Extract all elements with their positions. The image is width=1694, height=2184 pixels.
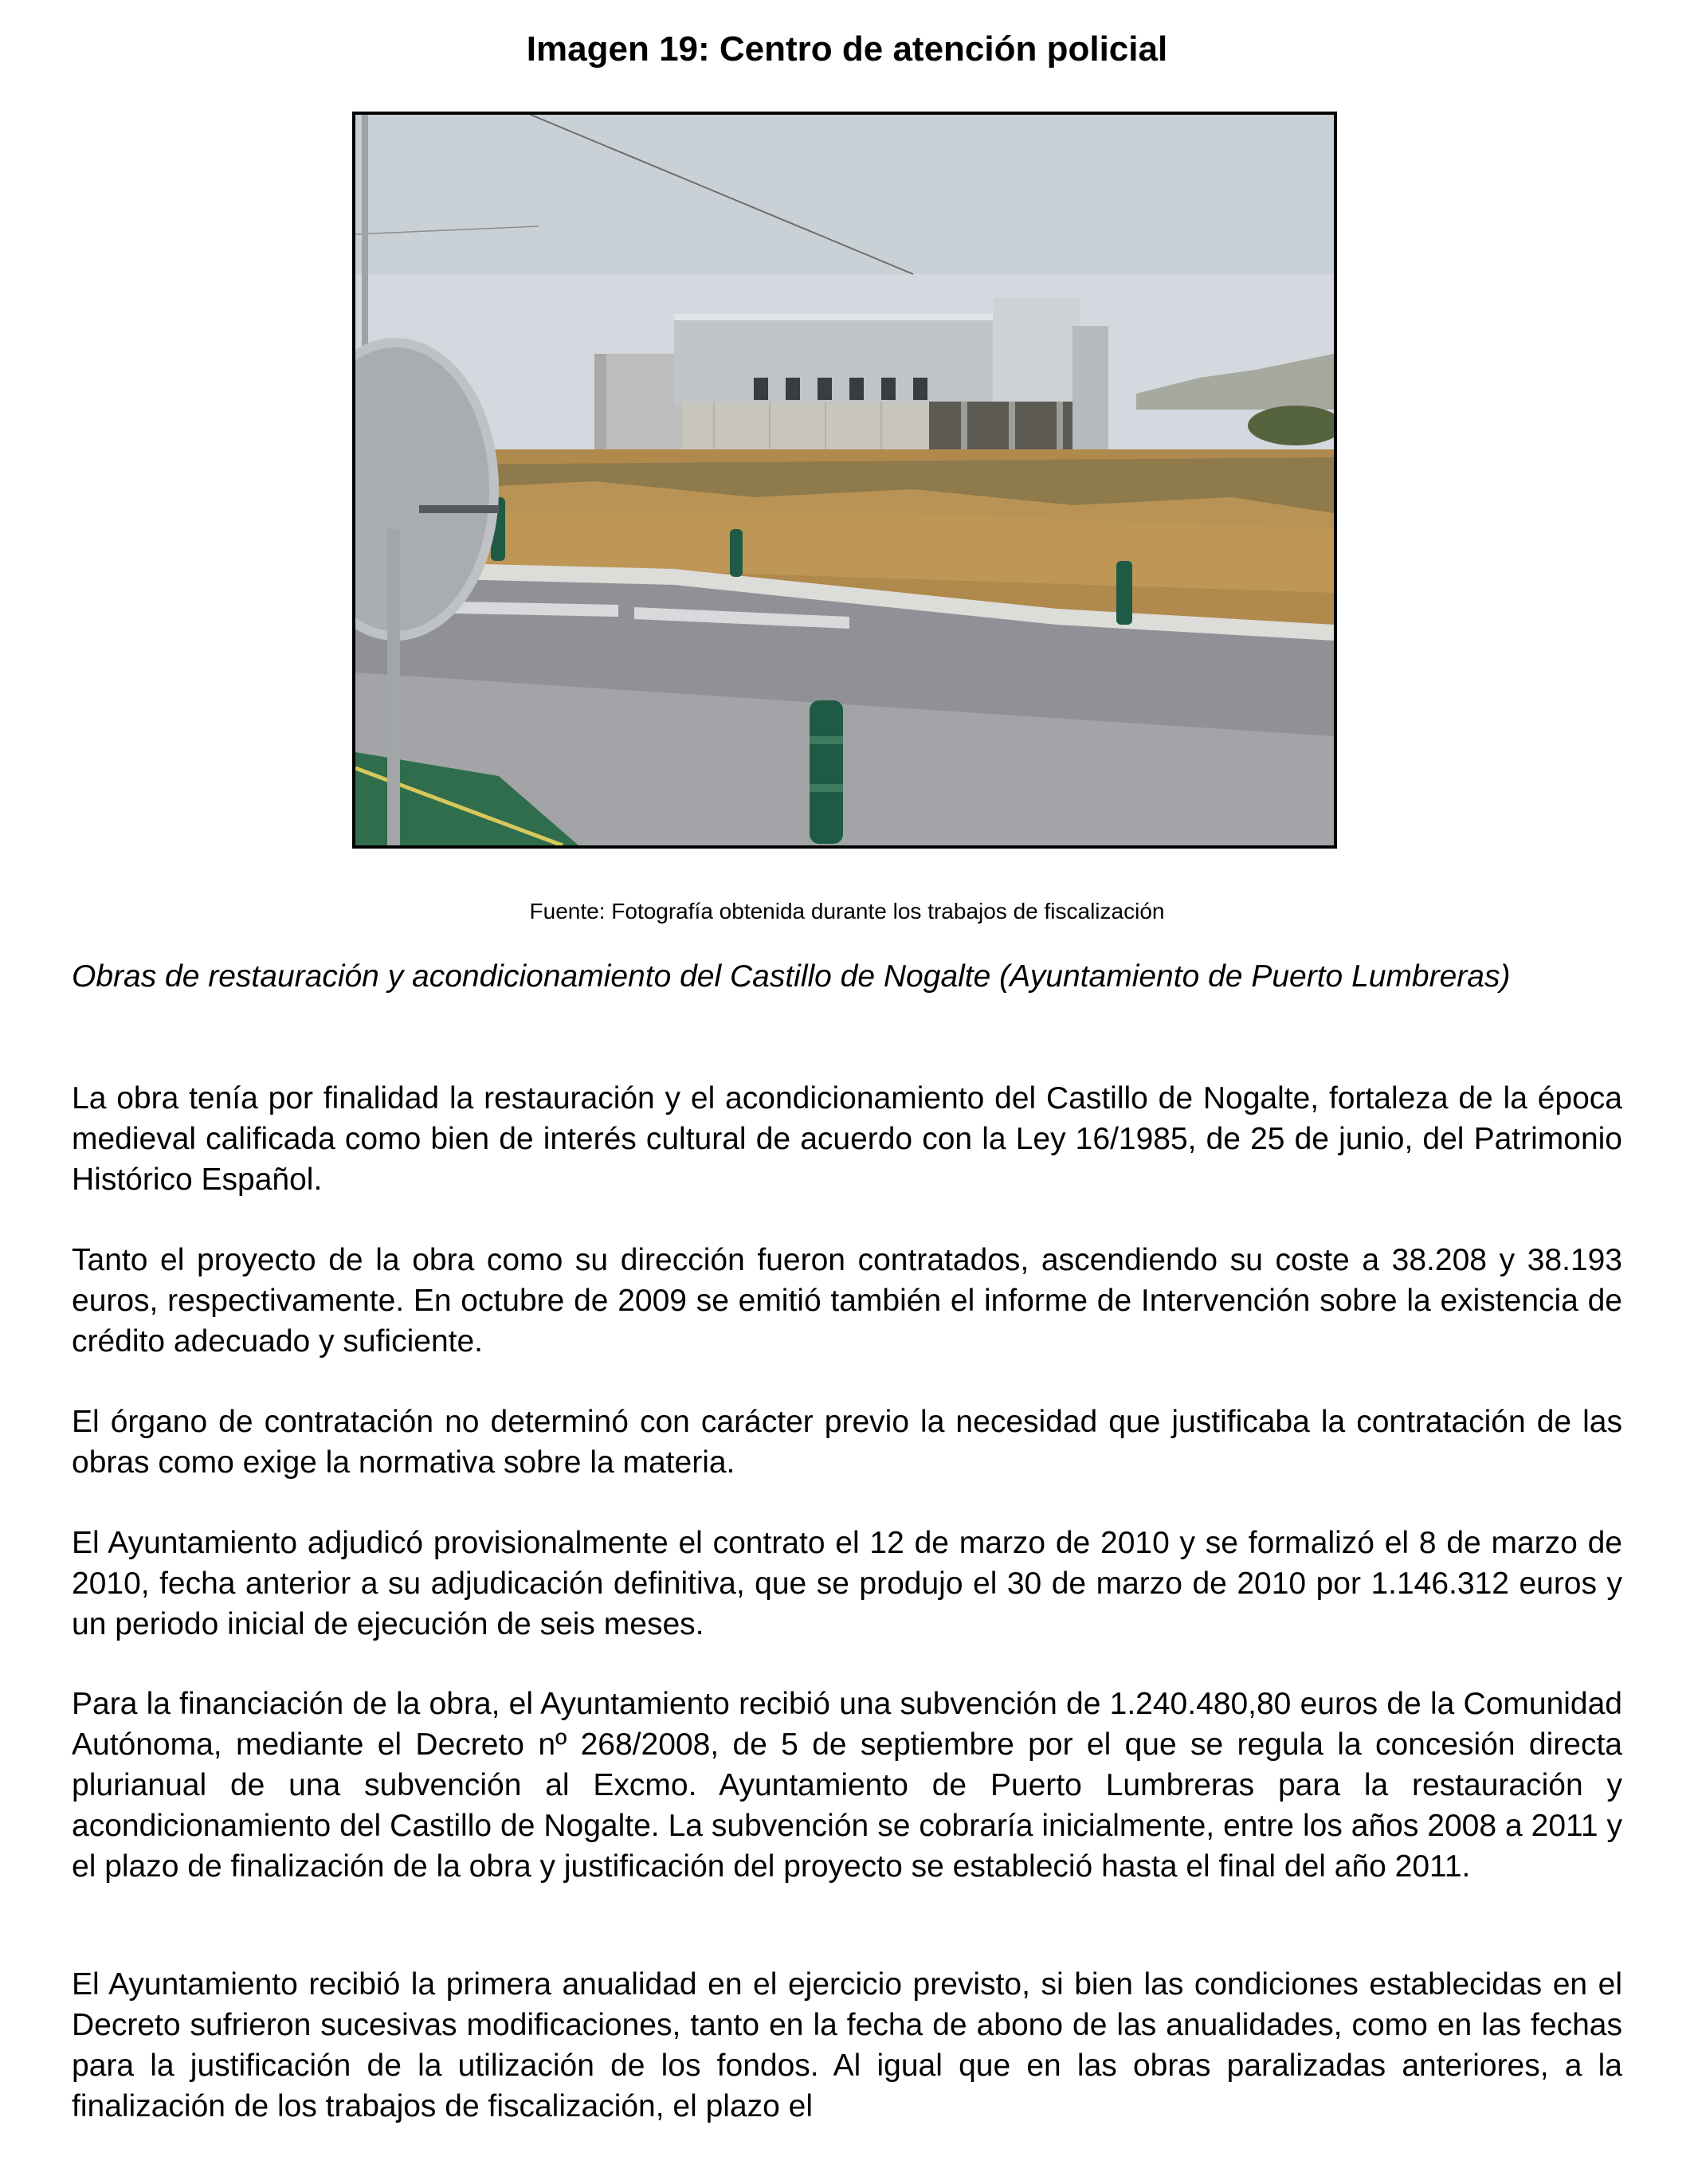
paragraph-4: El Ayuntamiento adjudicó provisionalmente el contrato el 12 de marzo de 2010 y se formalizó el 8 de marzo de 2010, fecha anterior a su adjudicación definitiva, que se produjo el 30 de marzo de 2010 por 1.146.312 euros y un periodo inicial de ejecución de seis meses. [72, 1526, 1622, 1641]
paragraph-3: El órgano de contratación no determinó con carácter previo la necesidad que justificaba la contratación de las obras como exige la normativa sobre la materia. [72, 1405, 1622, 1480]
paragraph-1: La obra tenía por finalidad la restauración y el acondicionamiento del Castillo de Nogalte, fortaleza de la época medieval calificada como bien de interés cultural de acuerdo con la Ley 16/1985, de 25 de junio, del Patrimonio Histórico Español. [72, 1081, 1622, 1197]
section-heading: Obras de restauración y acondicionamiento del Castillo de Nogalte (Ayuntamiento de Puerto Lumbreras) [72, 959, 1511, 994]
paragraph-5: Para la financiación de la obra, el Ayuntamiento recibió una subvención de 1.240.480,80 euros de la Comunidad Autónoma, mediante el Decreto nº 268/2008, de 5 de septiembre por el que se regula la concesión directa plurianual de una subvención al Excmo. Ayuntamiento de Puerto Lumbreras para la restauración y acondicionamiento del Castillo de Nogalte. La subvención se cobraría inicialmente, entre los años 2008 a 2011 y el plazo de finalización de la obra y justificación del proyecto se estableció hasta el final del año 2011. [72, 1687, 1622, 1884]
paragraph-2: Tanto el proyecto de la obra como su dirección fueron contratados, ascendiendo su coste a 38.208 y 38.193 euros, respectivamente. En octubre de 2009 se emitió también el informe de Intervención sobre la existencia de crédito adecuado y suficiente. [72, 1243, 1622, 1359]
photo-caption: Fuente: Fotografía obtenida durante los trabajos de fiscalización [529, 899, 1165, 923]
photo-police-center [352, 112, 1337, 849]
page-title: Imagen 19: Centro de atención policial [526, 29, 1168, 69]
paragraph-6: El Ayuntamiento recibió la primera anualidad en el ejercicio previsto, si bien las condiciones establecidas en el Decreto sufrieron sucesivas modificaciones, tanto en la fecha de abono de las anualidades, como en las fechas para la justificación de la utilización de los fondos. Al igual que en las obras paralizadas anteriores, a la finalización de los trabajos de fiscalización, el plazo el [72, 1967, 1622, 2123]
photo-icon [355, 115, 1334, 845]
